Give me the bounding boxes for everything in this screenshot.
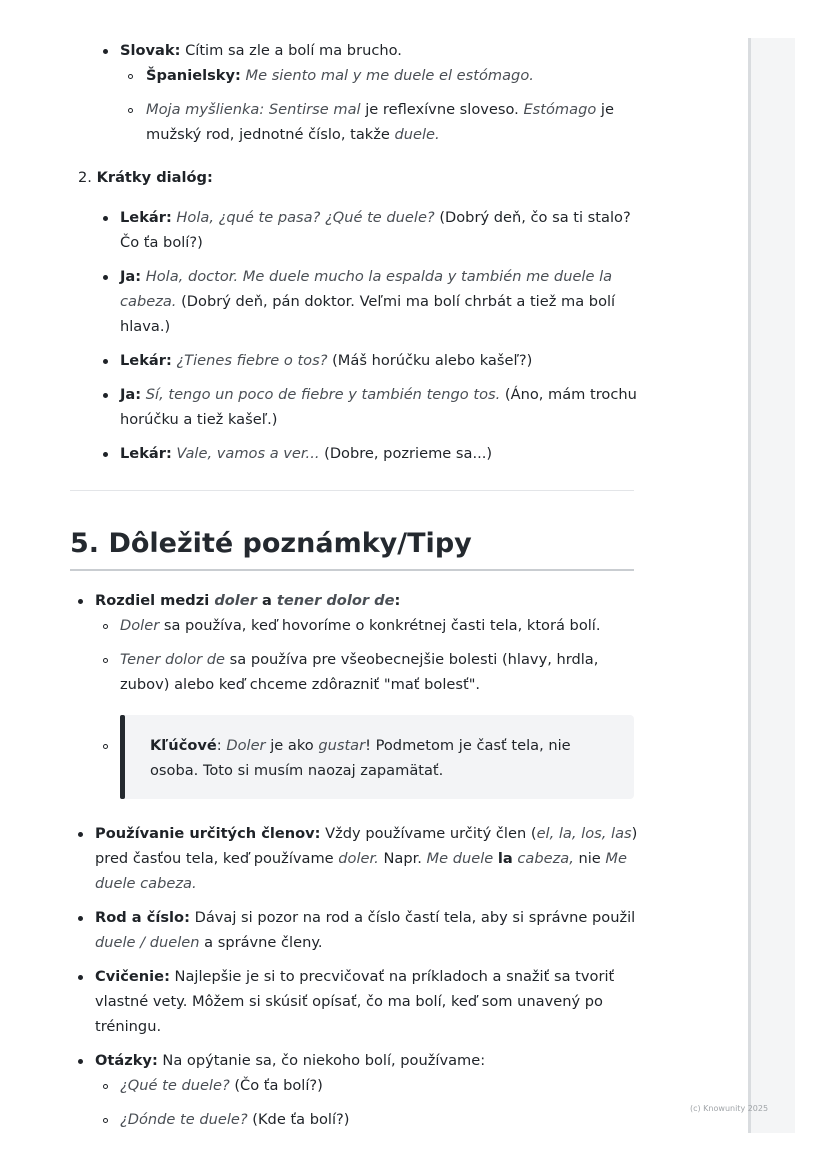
- tip-rozdiel: [95, 591, 400, 611]
- bullet-dot: [78, 832, 83, 837]
- text-bold: la: [497, 850, 513, 867]
- text-plain: sa používa pre všeobecnejšie bolesti (hlavy, hrdla,: [225, 651, 599, 668]
- text-plain: tréningu.: [95, 1018, 162, 1035]
- text-bold: Rozdiel medzi: [95, 592, 215, 609]
- text-plain: :: [216, 737, 227, 754]
- numbered-item-dialog: [78, 168, 213, 188]
- text-plain: (Čo ťa bolí?): [229, 1077, 323, 1094]
- text-plain: (Máš horúčku alebo kašeľ?): [327, 352, 533, 369]
- sub-bullet-circle: [103, 624, 108, 629]
- tip-cvicenie: [95, 967, 614, 987]
- text-plain: (Dobre, pozrieme sa...): [319, 445, 493, 462]
- text-italic: cabeza,: [512, 850, 574, 867]
- text-italic: duele / duelen: [95, 934, 200, 951]
- list-number: 2.: [78, 169, 92, 186]
- text-italic: Vale, vamos a ver...: [171, 445, 320, 462]
- tip-otazky-sub2: [120, 1110, 350, 1130]
- bullet-dot: [103, 359, 108, 364]
- text-plain: (Dobrý deň, pán doktor. Veľmi ma bolí chrbát a tiež ma bolí: [176, 293, 616, 310]
- tip-otazky: [95, 1051, 485, 1071]
- tip-clenov-cont: [95, 849, 627, 869]
- text-bold: Používanie určitých členov:: [95, 825, 321, 842]
- dialog-line-cont: [120, 410, 278, 430]
- sub-bullet-circle: [103, 744, 108, 749]
- text-bold: a: [256, 592, 277, 609]
- text-plain: Dávaj si pozor na rod a číslo častí tela, aby si správne použil: [189, 909, 636, 926]
- section-heading: 5. Dôležité poznámky/Tipy: [70, 528, 472, 559]
- tip-otazky-sub1: [120, 1076, 323, 1096]
- tip-rozdiel-sub1: [120, 616, 601, 636]
- text-italic: Me: [605, 850, 627, 867]
- tip-rozdiel-sub2: [120, 650, 598, 670]
- key-callout: [120, 715, 634, 799]
- text-plain: je: [596, 101, 614, 118]
- bullet-dot: [103, 393, 108, 398]
- text-bold: Otázky:: [95, 1052, 158, 1069]
- text-italic: Hola, doctor. Me duele mucho la espalda y también me duele la: [141, 268, 613, 285]
- text-plain: (Áno, mám trochu: [500, 386, 637, 403]
- text-bold: Rod a číslo:: [95, 909, 190, 926]
- sub-bullet-circle: [103, 1084, 108, 1089]
- text-italic: ¿Qué te duele?: [120, 1077, 230, 1094]
- item-label: Slovak:: [120, 42, 181, 59]
- text-italic: doler.: [338, 850, 379, 867]
- text-plain: je reflexívne sloveso.: [360, 101, 524, 118]
- text-italic: Moja myšlienka: Sentirse mal: [146, 101, 361, 118]
- tip-rozdiel-sub2-cont: [120, 675, 480, 695]
- sub-bullet-circle: [103, 658, 108, 663]
- bullet-dot: [78, 916, 83, 921]
- dialog-line: [120, 385, 637, 405]
- text-italic: Doler: [120, 617, 160, 634]
- text-plain: Vždy používame určitý člen (: [320, 825, 537, 842]
- callout-accent-bar: [120, 715, 125, 799]
- text-plain: zubov) alebo keď chceme zdôrazniť "mať bolesť".: [120, 676, 481, 693]
- dialog-line-cont: [120, 233, 203, 253]
- text-plain: a správne členy.: [199, 934, 323, 951]
- text-plain: Na opýtanie sa, čo niekoho bolí, používame:: [157, 1052, 486, 1069]
- text-plain: (Kde ťa bolí?): [247, 1111, 350, 1128]
- sub-bullet-circle: [128, 74, 133, 79]
- tip-rod: [95, 908, 635, 928]
- speaker-label: Lekár:: [120, 445, 172, 462]
- text-bold: Kľúčové: [150, 737, 217, 754]
- text-italic: Sí, tengo un poco de fiebre y también tengo tos.: [141, 386, 501, 403]
- callout-line2: [150, 761, 443, 781]
- text-bold: Cvičenie:: [95, 968, 170, 985]
- text-bold-italic: doler: [214, 592, 257, 609]
- callout-line1: [150, 736, 571, 756]
- bullet-dot: [78, 1059, 83, 1064]
- speaker-label: Ja:: [120, 386, 142, 403]
- bullet-dot: [78, 975, 83, 980]
- sub-item-thought-line1: [146, 100, 614, 120]
- dialog-line-cont: [120, 292, 615, 312]
- tip-rod-cont: [95, 933, 323, 953]
- dialog-line-cont: [120, 317, 170, 337]
- text-plain: Najlepšie je si to precvičovať na príkladoch a snažiť sa tvoriť: [169, 968, 615, 985]
- text-italic: ¿Dónde te duele?: [120, 1111, 248, 1128]
- bullet-dot: [78, 599, 83, 604]
- section-divider: [70, 490, 634, 491]
- tip-cvicenie-cont: [95, 1017, 161, 1037]
- bullet-dot: [103, 216, 108, 221]
- sub-item-thought-line2: [146, 125, 440, 145]
- tip-clenov: [95, 824, 637, 844]
- text-italic: Doler: [226, 737, 266, 754]
- text-plain: nie: [573, 850, 606, 867]
- text-italic: el, la, los, las: [536, 825, 632, 842]
- text-bold-italic: tener dolor de: [276, 592, 395, 609]
- text-bold: :: [394, 592, 401, 609]
- text-plain: osoba. Toto si musím naozaj zapamätať.: [150, 762, 444, 779]
- text-plain: vlastné vety. Môžem si skúsiť opísať, čo ma bolí, keď som unavený po: [95, 993, 603, 1010]
- sub-bullet-circle: [128, 108, 133, 113]
- dialog-line: [120, 267, 612, 287]
- text-italic: duele cabeza.: [95, 875, 197, 892]
- dialog-line: [120, 351, 532, 371]
- text-plain: mužský rod, jednotné číslo, takže: [146, 126, 395, 143]
- sub-item-spanish: [146, 66, 534, 86]
- text-plain: Čo ťa bolí?): [120, 234, 203, 251]
- text-plain: ): [631, 825, 638, 842]
- tip-cvicenie-cont: [95, 992, 603, 1012]
- speaker-label: Ja:: [120, 268, 142, 285]
- text-plain: hlava.): [120, 318, 171, 335]
- dialog-line: [120, 444, 492, 464]
- sub-bullet-circle: [103, 1118, 108, 1123]
- bullet-dot: [103, 49, 108, 54]
- dialog-line: [120, 208, 631, 228]
- copyright-footer: (c) Knowunity 2025: [690, 1104, 769, 1113]
- text-plain: Napr.: [378, 850, 427, 867]
- page-margin-strip: [748, 38, 795, 1133]
- text-plain: ! Podmetom je časť tela, nie: [365, 737, 571, 754]
- text-italic: Estómago: [523, 101, 597, 118]
- speaker-label: Lekár:: [120, 352, 172, 369]
- text-plain: sa používa, keď hovoríme o konkrétnej časti tela, ktorá bolí.: [159, 617, 601, 634]
- heading-underline: [70, 569, 634, 571]
- tip-clenov-cont: [95, 874, 197, 894]
- text-plain: horúčku a tiež kašeľ.): [120, 411, 278, 428]
- item-text: Cítim sa zle a bolí ma brucho.: [180, 42, 402, 59]
- section-title: Krátky dialóg:: [96, 169, 213, 186]
- text-italic: Tener dolor de: [120, 651, 226, 668]
- text-plain: (Dobrý deň, čo sa ti stalo?: [434, 209, 631, 226]
- text-italic: Me duele: [426, 850, 498, 867]
- text-italic: Hola, ¿qué te pasa? ¿Qué te duele?: [171, 209, 435, 226]
- bullet-dot: [103, 452, 108, 457]
- bullet-dot: [103, 275, 108, 280]
- text-italic: gustar: [318, 737, 366, 754]
- text-italic: ¿Tienes fiebre o tos?: [171, 352, 328, 369]
- text-italic: duele.: [394, 126, 440, 143]
- text-italic: cabeza.: [120, 293, 177, 310]
- speaker-label: Lekár:: [120, 209, 172, 226]
- text-plain: je ako: [265, 737, 319, 754]
- text-plain: pred časťou tela, keď používame: [95, 850, 339, 867]
- list-item-slovak: [120, 41, 402, 61]
- item-italic: Me siento mal y me duele el estómago.: [240, 67, 534, 84]
- item-label: Španielsky:: [146, 67, 241, 84]
